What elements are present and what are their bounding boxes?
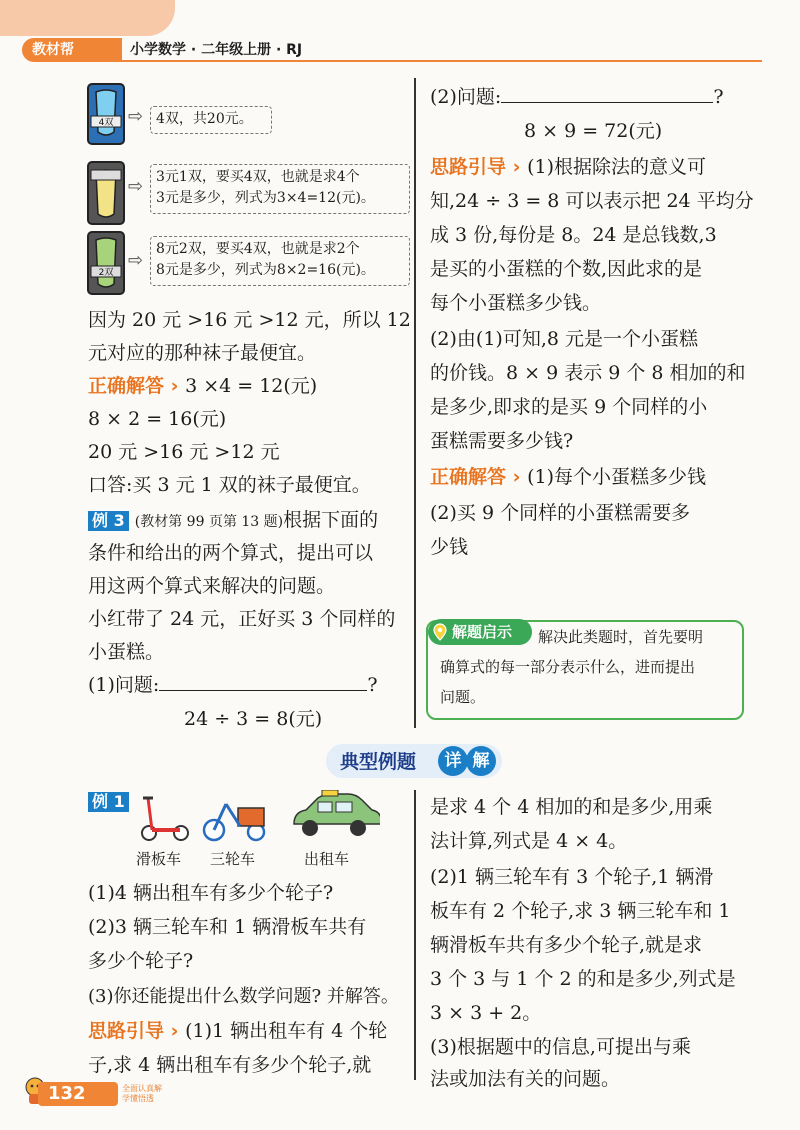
text-line: 知,24 ÷ 3 = 8 可以表示把 24 平均分 [430, 190, 754, 212]
text-line: 板车有 2 个轮子,求 3 辆三轮车和 1 [430, 900, 731, 922]
pack-label-3: 2双 [98, 268, 114, 278]
arrow-icon: ⇨ [128, 250, 144, 271]
answer-label: 正确解答 [430, 466, 507, 488]
text-line: 20 元 >16 元 >12 元 [88, 441, 280, 463]
example-3-line: 例 3 (教材第 99 页第 13 题)根据下面的 [88, 505, 378, 535]
footer-note: 全面认真解 学懂悟透 [122, 1084, 162, 1103]
text-line: 是多少,即求的是买 9 个同样的小 [430, 396, 708, 418]
example-3-label: 例 3 [88, 511, 129, 531]
text-line: 成 3 份,每份是 8。24 是总钱数,3 [430, 224, 717, 246]
answer-label: 正确解答 [88, 375, 165, 397]
text-line: 子,求 4 辆出租车有多少个轮子,就 [88, 1054, 372, 1076]
section-title: 典型例题 [340, 751, 417, 773]
text-line: (2)3 辆三轮车和 1 辆滑板车共有 [88, 916, 367, 938]
text-line: 多少个轮子? [88, 950, 194, 972]
text-line: 法或加法有关的问题。 [430, 1068, 621, 1090]
brand-label: 教材帮 [22, 38, 122, 62]
taxi-icon [288, 790, 380, 840]
text-line: 用这两个算式来解决的问题。 [88, 575, 336, 597]
example-1-label: 例 1 [88, 792, 129, 812]
text-line: 因为 20 元 >16 元 >12 元，所以 12 [88, 309, 411, 331]
location-pin-icon [432, 623, 448, 641]
text-line: (2)由(1)可知,8 元是一个小蛋糕 [430, 328, 698, 350]
text-line: (3)你还能提出什么数学问题? 并解答。 [88, 986, 399, 1007]
text-line: 是买的小蛋糕的个数,因此求的是 [430, 258, 703, 280]
sock-pack-icon [86, 160, 126, 226]
vehicle-label: 滑板车 [136, 850, 182, 868]
section-circle-1: 详 [438, 746, 468, 776]
text-line: 是求 4 个 4 相加的和是多少,用乘 [430, 796, 713, 818]
text-line: 元对应的那种袜子最便宜。 [88, 342, 317, 364]
book-title: 小学数学 · 二年级上册 · RJ [122, 38, 762, 62]
text-line: (2)1 辆三轮车有 3 个轮子,1 辆滑 [430, 866, 714, 888]
answer-blank [159, 672, 367, 691]
text-line: 法计算,列式是 4 × 4。 [430, 830, 628, 852]
tip-text: 确算式的每一部分表示什么，进而提出 [440, 658, 696, 676]
text-line: 的价钱。8 × 9 表示 9 个 8 相加的和 [430, 362, 746, 384]
sock-pack-icon [86, 230, 126, 296]
answer-line: 正确解答 › (1)每个小蛋糕多少钱 [430, 466, 706, 488]
text-line: 口答:买 3 元 1 双的袜子最便宜。 [88, 474, 371, 496]
page-number: 132 [38, 1082, 118, 1106]
text-line: 少钱 [430, 536, 469, 558]
sock-pack-icon [86, 82, 126, 146]
tip-text: 解决此类题时，首先要明 [538, 628, 704, 646]
column-divider-bottom [414, 790, 416, 1080]
text-line: 小红带了 24 元，正好买 3 个同样的 [88, 608, 396, 630]
sock-note-1: 4双，共20元。 [150, 106, 272, 134]
section-circle-2: 解 [466, 746, 496, 776]
tip-text: 问题。 [440, 688, 486, 706]
hint-label: 思路引导 [88, 1020, 165, 1042]
arrow-icon: ⇨ [128, 106, 144, 127]
tip-badge: 解题启示 [428, 619, 532, 645]
vehicle-label: 出租车 [304, 850, 350, 868]
sock-note-3: 8元2双，要买4双，也就是求2个 8元是多少，列式为8×2=16(元)。 [150, 236, 410, 286]
arrow-icon: ⇨ [128, 176, 144, 197]
text-line: 辆滑板车共有多少个轮子,就是求 [430, 934, 703, 956]
text-line: 3 个 3 与 1 个 2 的和是多少,列式是 [430, 968, 736, 990]
hint-line: 思路引导 › (1)1 辆出租车有 4 个轮 [88, 1020, 388, 1042]
text-line: 小蛋糕。 [88, 641, 165, 663]
formula: 8 × 9 = 72(元) [524, 120, 663, 142]
hint-label: 思路引导 [430, 156, 507, 178]
example-1-line [88, 792, 129, 812]
answer-blank [501, 84, 713, 103]
text-line: 3 × 3 + 2。 [430, 1002, 542, 1024]
text-line: (1)4 辆出租车有多少个轮子? [88, 882, 334, 904]
tricycle-icon [202, 792, 268, 842]
text-line: 每个小蛋糕多少钱。 [430, 292, 602, 314]
formula: 24 ÷ 3 = 8(元) [184, 708, 323, 730]
question-2-line: (2)问题: ? [430, 86, 724, 108]
vehicle-label: 三轮车 [210, 850, 256, 868]
text-line: (3)根据题中的信息,可提出与乘 [430, 1036, 691, 1058]
scooter-icon [140, 792, 190, 842]
text-line: 条件和给出的两个算式，提出可以 [88, 542, 374, 564]
column-divider-top [414, 78, 416, 728]
sock-note-2: 3元1双，要买4双，也就是求4个 3元是多少，列式为3×4=12(元)。 [150, 164, 410, 214]
text-line: 蛋糕需要多少钱? [430, 430, 574, 452]
answer-line: 正确解答 › 3 ×4 = 12(元) [88, 375, 318, 397]
question-1-line: (1)问题: ? [88, 674, 378, 696]
text-line: (2)买 9 个同样的小蛋糕需要多 [430, 502, 691, 524]
text-line: 8 × 2 = 16(元) [88, 408, 227, 430]
header-decoration [0, 0, 175, 36]
hint-line: 思路引导 › (1)根据除法的意义可 [430, 156, 706, 178]
pack-label-1: 4双 [98, 118, 114, 128]
